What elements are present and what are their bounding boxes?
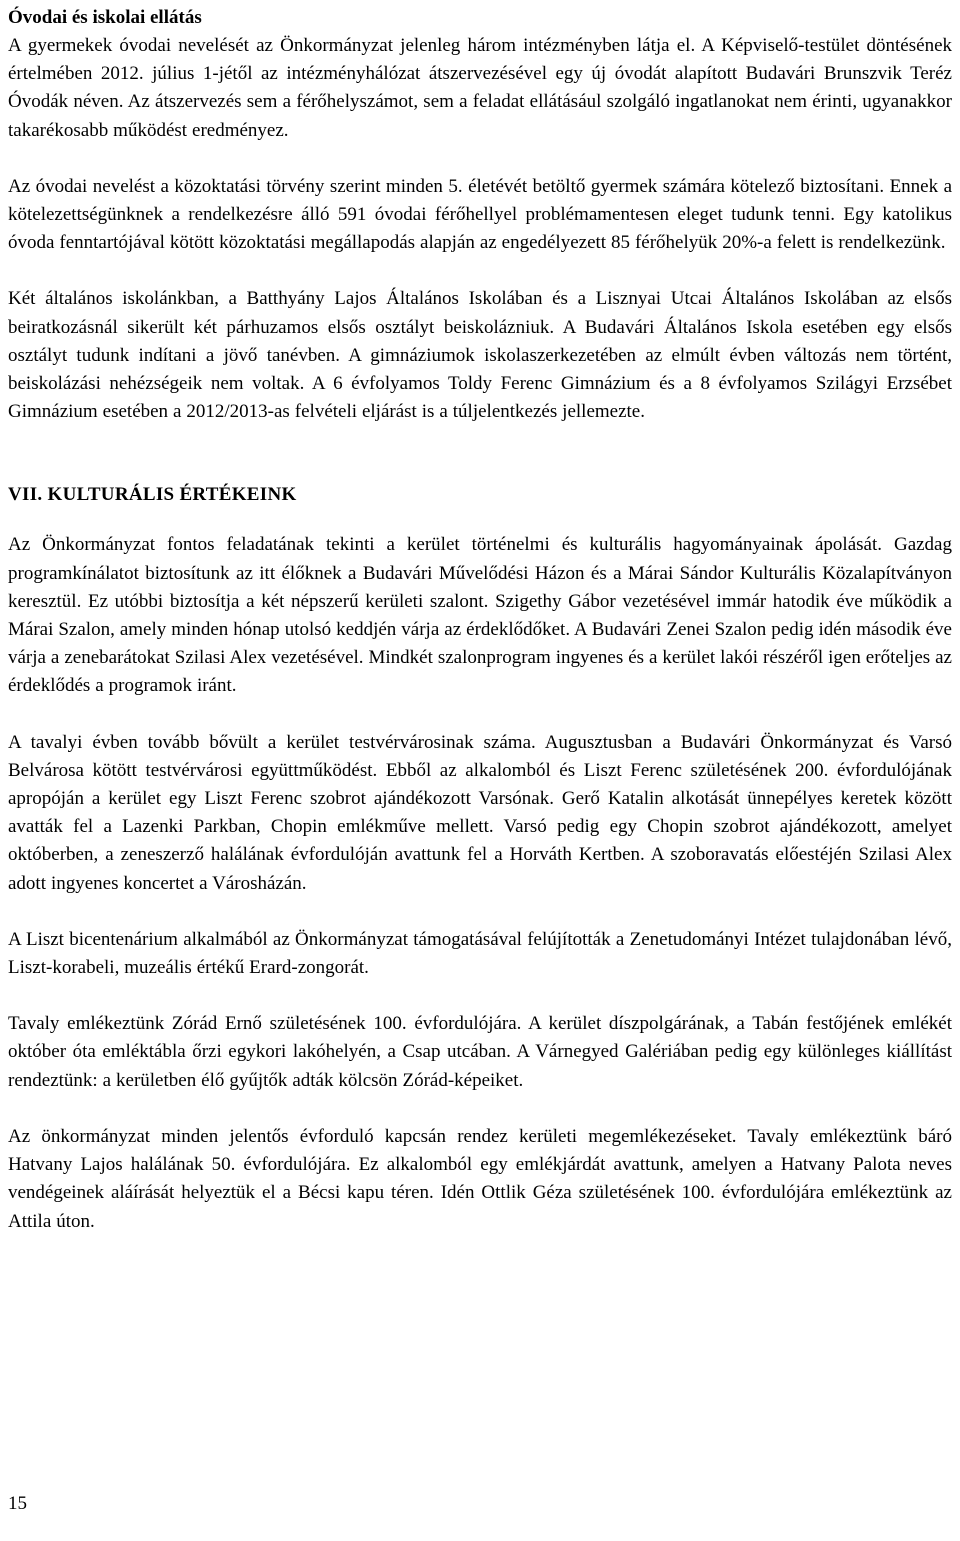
section-heading: Óvodai és iskolai ellátás [8,7,202,28]
paragraph-liszt-bicentenary: A Liszt bicentenárium alkalmából az Önkormányzat támogatásával felújították a Zenetudományi Intézet tulajdonában lévő, Liszt-korabeli, muzeális értékű Erard-zongorát. [8,928,952,979]
paragraph-cultural-programs: Az Önkormányzat fontos feladatának tekinti a kerület történelmi és kulturális hagyományainak ápolását. Gazdag programkínálatot biztosítunk az itt élőknek a Budavári Művelődési Házon és a Márai Sándor Kulturális Közalapítványon keresztül. Ez utóbbi biztosítja a két népszerű kerületi szalont. Szigethy Gábor vezetésével immár hatodik éve működik a Márai Szalon, amely minden hónap utolsó keddjén várja az érdeklődőket. A Budavári Zenei Szalon pedig idén második éve várja a zenebarátokat Szilasi Alex vezetésével. Mindkét szalonprogram ingyenes és a kerület lakói részéről igen erőteljes az érdeklődés a programok iránt. [8,534,952,697]
paragraph-kindergarten-obligation: Az óvodai nevelést a közoktatási törvény szerint minden 5. életévét betöltő gyermek számára kötelező biztosítani. Ennek a kötelezettségünknek a rendelkezésre álló 591 óvodai férőhellyel problémamentesen eleget tudunk tenni. Egy katolikus óvoda fenntartójával kötött közoktatási megállapodás alapján az engedélyezett 85 férőhelyük 20%-a felett is rendelkezünk. [8,175,952,254]
paragraph-kindergarten-intro: A gyermekek óvodai nevelését az Önkormányzat jelenleg három intézményben látja el. A Képviselő-testület döntésének értelmében 2012. július 1-jétől az intézményhálózat átszervezésével egy új óvodát alapított Budavári Brunszvik Teréz Óvodák néven. Az átszervezés sem a férőhelyszámot, sem a feladat ellátásául szolgáló ingatlanokat nem érinti, ugyanakkor takarékosabb működést eredményez. [8,35,952,141]
paragraph-zorad-erno: Tavaly emlékeztünk Zórád Ernő születésének 100. évfordulójára. A kerület díszpolgárának, a Tabán festőjének emlékét október óta emléktábla őrzi egykori lakóhelyén, a Csap utcában. A Várnegyed Galériában pedig egy különleges kiállítást rendeztünk: a kerületben élő gyűjtők adták kölcsön Zórád-képeiket. [8,1013,952,1091]
paragraph-anniversaries: Az önkormányzat minden jelentős évforduló kapcsán rendez kerületi megemlékezéseket. Tavaly emlékeztünk báró Hatvany Lajos halálának 50. évfordulójára. Ez alkalomból egy emlékjárdát avattunk, amelyen a Hatvany Palota neves vendégeinek aláírását helyeztük el a Bécsi kapu téren. Idén Ottlik Géza születésének 100. évfordulójára emlékeztünk az Attila úton. [8,1125,952,1232]
chapter-title: VII. KULTURÁLIS ÉRTÉKEINK [8,484,297,506]
paragraph-schools: Két általános iskolánkban, a Batthyány Lajos Általános Iskolában és a Lisznyai Utcai Általános Iskolában az elsős beiratkozásnál sikerült két párhuzamos elsős osztályt beiskolázniuk. A Budavári Általános Iskola esetében egy elsős osztályt tudunk indítani a jövő tanévben. A gimnáziumok iskolaszerkezetében az elmúlt évben változás nem történt, beiskolázási nehézségeik nem voltak. A 6 évfolyamos Toldy Ferenc Gimnázium és a 8 évfolyamos Szilágyi Erzsébet Gimnázium esetében a 2012/2013-as felvételi eljárást is a túljelentkezés jellemezte. [8,288,952,423]
paragraph-sister-cities: A tavalyi évben tovább bővült a kerület testvérvárosinak száma. Augusztusban a Budavári Önkormányzat és Varsó Belvárosa kötött testvérvárosi együttműködést. Ebből az alkalomból és Liszt Ferenc születésének 200. évfordulójának apropóján a kerület egy Liszt Ferenc szobrot ajándékozott Varsónak. Gerő Katalin alkotását ünnepélyes keretek között avatták fel a Lazenki Parkban, Chopin emlékműve mellett. Varsó pedig egy Chopin szobrot ajándékozott, amelyet októberben, a zeneszerző halálának évfordulóján avattunk fel a Horváth Kertben. A szoboravatás előestéjén Szilasi Alex adott ingyenes koncertet a Városházán. [8,731,952,894]
page-number: 15 [8,1493,27,1514]
